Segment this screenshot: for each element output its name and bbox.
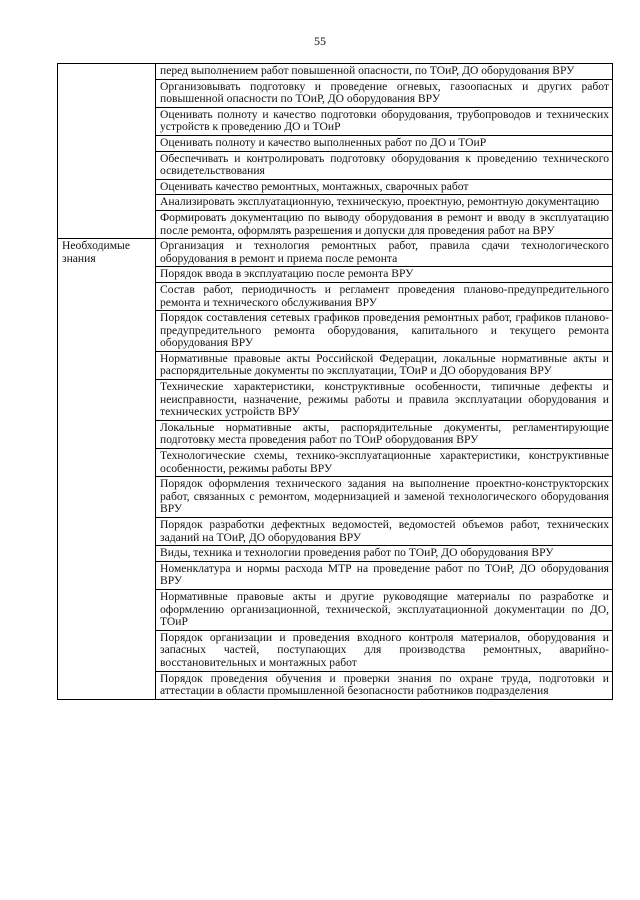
section-label [58, 64, 156, 239]
requirement-cell: Оценивать полноту и качество подготовки оборудования, трубопроводов и технических устройств к проведению ДО и ТОиР [156, 107, 613, 135]
page-number: 55 [314, 34, 326, 48]
requirement-cell: Порядок ввода в эксплуатацию после ремонта ВРУ [156, 267, 613, 283]
requirement-cell: Оценивать полноту и качество выполненных работ по ДО и ТОиР [156, 135, 613, 151]
requirement-cell: Порядок проведения обучения и проверки знания по охране труда, подготовки и аттестации в области промышленной безопасности работников подразделения [156, 671, 613, 699]
competency-table [57, 63, 613, 700]
requirement-cell: Порядок оформления технического задания на выполнение проектно-конструкторских работ, связанных с ремонтом, модернизацией и заменой технологического оборудования ВРУ [156, 477, 613, 518]
requirement-cell: Нормативные правовые акты Российской Федерации, локальные нормативные акты и распорядительные документы по эксплуатации, ТОиР и ДО оборудования ВРУ [156, 351, 613, 379]
requirement-cell: Организовывать подготовку и проведение огневых, газоопасных и других работ повышенной опасности по ТОиР, ДО оборудования ВРУ [156, 79, 613, 107]
requirement-cell: Нормативные правовые акты и другие руководящие материалы по разработке и оформлению организационной, технической, эксплуатационной документации по ДО, ТОиР [156, 589, 613, 630]
requirement-cell: Технологические схемы, технико-эксплуатационные характеристики, конструктивные особенности, режимы работы ВРУ [156, 449, 613, 477]
requirement-cell: Формировать документацию по выводу оборудования в ремонт и вводу в эксплуатацию после ремонта, оформлять разрешения и допуски для проведения работ на ВРУ [156, 210, 613, 238]
requirement-cell: Порядок организации и проведения входного контроля материалов, оборудования и запасных частей, поступающих для производства ремонтных, аварийно-восстановительных и монтажных работ [156, 630, 613, 671]
table-row [58, 239, 613, 267]
requirement-cell: Локальные нормативные акты, распорядительные документы, регламентирующие подготовку места проведения работ по ТОиР оборудования ВРУ [156, 420, 613, 448]
section-label: Необходимые знания [58, 239, 156, 700]
requirement-cell: Порядок составления сетевых графиков проведения ремонтных работ, графиков планово-предупредительного ремонта оборудования, капитального и текущего ремонта оборудования ВРУ [156, 311, 613, 352]
requirement-cell: Технические характеристики, конструктивные особенности, типичные дефекты и неисправности, назначение, режимы работы и правила эксплуатации оборудования и технических устройств ВРУ [156, 380, 613, 421]
requirement-cell: перед выполнением работ повышенной опасности, по ТОиР, ДО оборудования ВРУ [156, 64, 613, 80]
requirement-cell: Состав работ, периодичность и регламент проведения планово-предупредительного ремонта и технического обслуживания ВРУ [156, 282, 613, 310]
table-body [58, 64, 613, 700]
requirement-cell: Оценивать качество ремонтных, монтажных, сварочных работ [156, 179, 613, 195]
requirement-cell: Анализировать эксплуатационную, техническую, проектную, ремонтную документацию [156, 195, 613, 211]
requirement-cell: Организация и технология ремонтных работ, правила сдачи технологического оборудования в ремонт и приема после ремонта [156, 239, 613, 267]
requirement-cell: Виды, техника и технологии проведения работ по ТОиР, ДО оборудования ВРУ [156, 546, 613, 562]
table-row [58, 64, 613, 80]
requirement-cell: Порядок разработки дефектных ведомостей, ведомостей объемов работ, технических заданий на ТОиР, ДО оборудования ВРУ [156, 518, 613, 546]
requirement-cell: Номенклатура и нормы расхода МТР на проведение работ по ТОиР, ДО оборудования ВРУ [156, 561, 613, 589]
requirement-cell: Обеспечивать и контролировать подготовку оборудования к проведению технического освидетельствования [156, 151, 613, 179]
